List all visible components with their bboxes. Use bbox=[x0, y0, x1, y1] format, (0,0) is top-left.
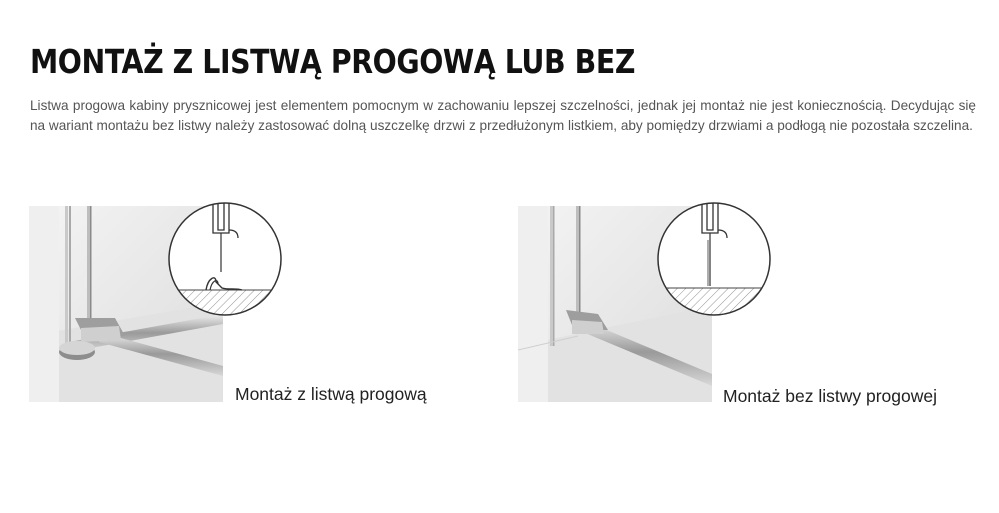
caption-with-strip: Montaż z listwą progową bbox=[235, 384, 427, 404]
seal-detail-with-strip bbox=[166, 200, 284, 318]
seal-detail-without-strip bbox=[655, 200, 773, 318]
figure-with-threshold-strip bbox=[29, 200, 499, 410]
figure-without-threshold-strip bbox=[518, 200, 988, 410]
intro-paragraph: Listwa progowa kabiny prysznicowej jest elementem pomocnym w zachowaniu lepszej szczelności, jednak jej montaż nie jest koniecznością. Decydując się na wariant montażu bez listwy należy zastosować dolną uszczelkę drzwi z przedłużonym listkiem, aby pomiędzy drzwiami a podłogą nie pozostała szczelina. bbox=[30, 98, 976, 133]
page-title: MONTAŻ Z LISTWĄ PROGOWĄ LUB BEZ bbox=[30, 42, 635, 81]
caption-without-strip: Montaż bez listwy progowej bbox=[723, 386, 937, 406]
